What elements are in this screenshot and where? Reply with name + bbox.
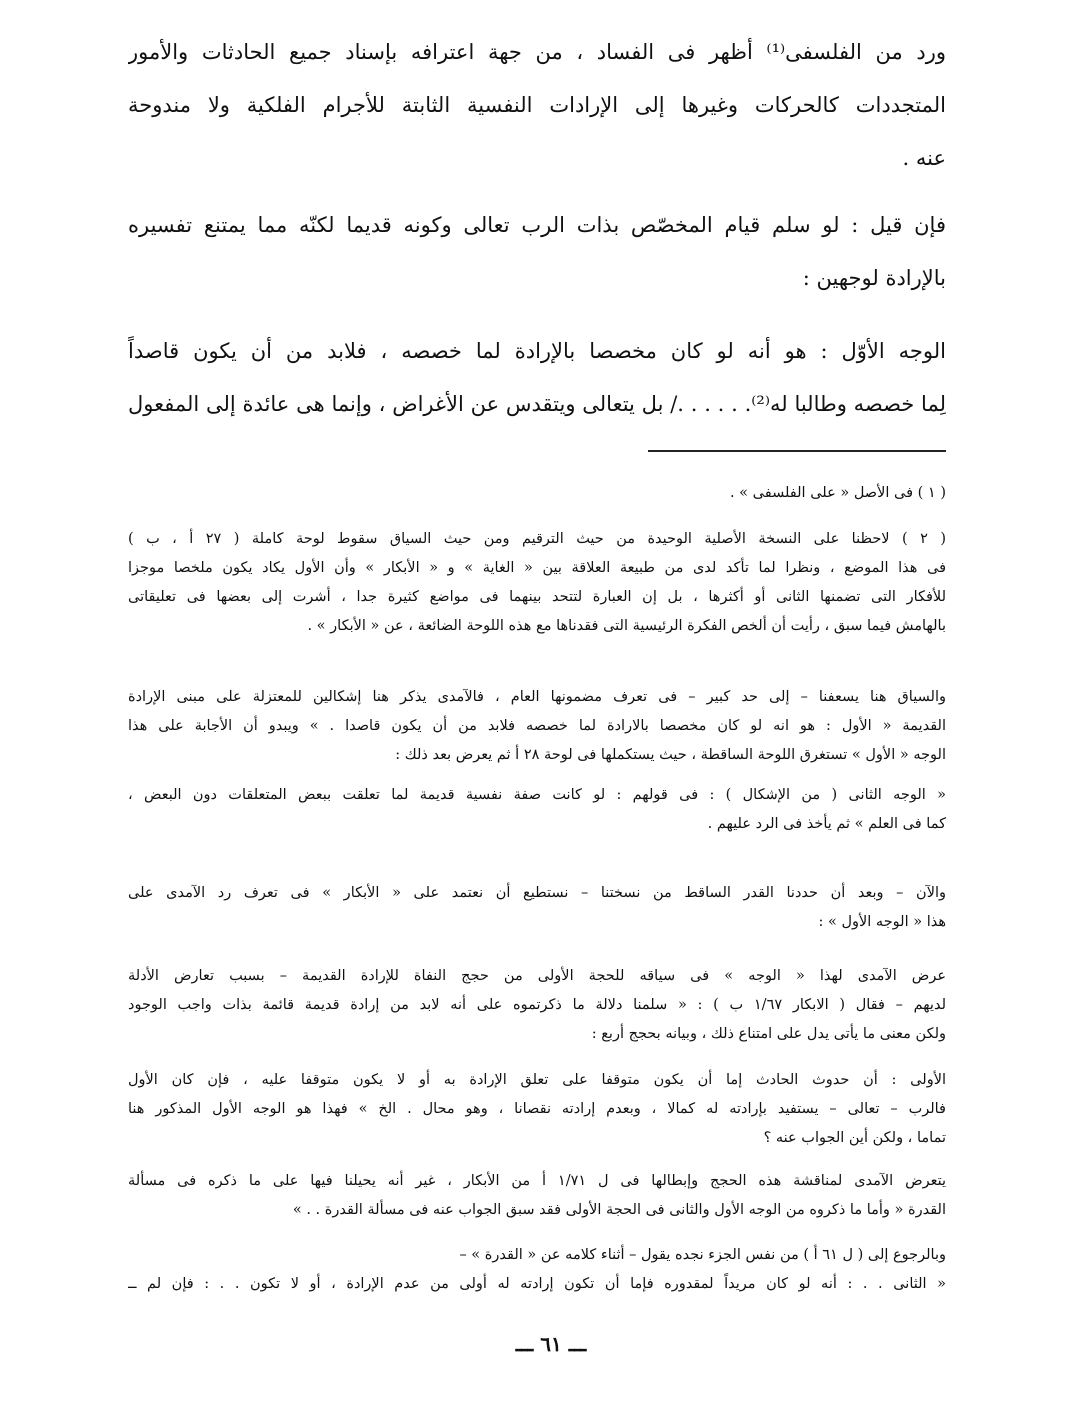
footnote-line: هذا « الوجه الأول » : [818,914,946,930]
text-line: عنه . [902,146,946,170]
footnote-2 [128,525,946,641]
footnote-line: الأولى : أن حدوث الحادث إما أن يكون متوقفا على تعلق الإرادة به أو لا يكون متوقفا عليه ، فإن كان الأول [128,1072,946,1088]
footnote-divider [648,450,946,452]
main-paragraph-1 [128,26,946,185]
footnote-line: فالرب – تعالى – يستفيد بإرادته له كمالا ، وبعدم إرادته نقصانا ، وهو محال . الخ » فهذا هو الوجه الأول المذكور هنا [128,1101,946,1117]
footnote-line: والسياق هنا يسعفنا – إلى حد كبير – فى تعرف مضمونها العام ، فالآمدى يذكر هنا إشكالين للمعتزلة على مبنى الإرادة [128,689,946,705]
footnote-line: كما فى العلم » ثم يأخذ فى الرد عليهم . [707,816,946,832]
footnote-line: وبالرجوع إلى ( ل ٦١ أ ) من نفس الجزء نجده يقول – أثناء كلامه عن « القدرة » – [459,1247,946,1263]
footnote-line: والآن – وبعد أن حددنا القدر الساقط من نسختنا – نستطيع أن نعتمد على « الأبكار » فى تعرف رد الآمدى على [128,885,946,901]
footnote-line: عرض الآمدى لهذا « الوجه » فى سياقه للحجة الأولى من حجج النفاة للإرادة القديمة – بسبب تعارض الأدلة [128,968,946,984]
footnote-paragraph-5 [128,879,946,937]
text-line: المتجددات كالحركات وغيرها إلى الإرادات النفسية الثابتة للأجرام الفلكية ولا مندوحة [128,93,946,117]
footnote-line: ( ١ ) فى الأصل « على الفلسفى » . [729,485,946,501]
footnote-paragraph-6 [128,962,946,1049]
footnote-paragraph-4 [128,781,946,839]
footnote-paragraph-9 [128,1241,946,1299]
footnote-line: « الثانى . . : أنه لو كان مريداً لمقدوره فإما أن تكون إرادته له أولى من عدم الإرادة ، أو لا تكون . . : فإن لم ــ [128,1276,946,1292]
footnote-line: لديهم – فقال ( الابكار ١/٦٧ ب ) : « سلمنا دلالة ما ذكرتموه على أنه لابد من إرادة قديمة قائمة بذات واجب الوجود [128,997,946,1013]
footnote-line: تماما ، ولكن أين الجواب عنه ؟ [763,1130,946,1146]
main-paragraph-2 [128,199,946,305]
footnote-line: « الوجه الثانى ( من الإشكال ) : فى قولهم : لو كانت صفة نفسية قديمة لما تعلقت ببعض المتعلقات دون البعض ، [128,787,946,803]
footnote-line: القديمة « الأول : هو انه لو كان مخصصا بالارادة لما خصصه فلابد من أن يكون قاصدا . » ويبدو أن الأجابة على هذا [128,718,946,734]
main-paragraph-3 [128,325,946,431]
text-line: لِما خصصه وطالبا له⁽²⁾. . . . . ./ بل يتعالى ويتقدس عن الأغراض ، وإنما هى عائدة إلى المفعول [128,392,946,416]
footnote-line: ولكن معنى ما يأتى يدل على امتناع ذلك ، وبيانه بحجج أربع : [591,1026,946,1042]
footnote-1 [128,479,946,508]
footnote-paragraph-8 [128,1167,946,1225]
footnote-line: الوجه « الأول » تستغرق اللوحة الساقطة ، حيث يستكملها فى لوحة ٢٨ أ ثم يعرض بعد ذلك : [395,747,946,763]
footnote-paragraph-7 [128,1066,946,1153]
footnote-line: فى هذا الموضع ، ونظرا لما تأكد لدى من طبيعة العلاقة بين « الغاية » و « الأبكار » وأن الأول يكاد يكون ملخصا موجزا [128,560,946,576]
footnote-line: القدرة « وأما ما ذكروه من الوجه الأول والثانى فى الحجة الأولى فقد سبق الجواب عنه فى مسألة القدرة . . » [292,1202,946,1218]
footnote-line: للأفكار التى تضمنها الثانى أو أكثرها ، بل إن العبارة لتتحد بينهما فى مواضع كثيرة جدا ، أشرت إلى بعضها فى تعليقاتى [128,589,946,605]
footnote-line: يتعرض الآمدى لمناقشة هذه الحجج وإبطالها فى ل ١/٧١ أ من الأبكار ، غير أنه يحيلنا فيها على ما ذكره فى مسألة [128,1173,946,1189]
footnote-paragraph-3 [128,683,946,770]
page-number: ـــ ٦١ ـــ [515,1332,587,1356]
text-line: بالإرادة لوجهين : [802,266,946,290]
footnote-line: ( ٢ ) لاحظنا على النسخة الأصلية الوحيدة من حيث الترقيم ومن حيث السياق سقوط لوحة كاملة ( ٢٧ أ ، ب ) [128,531,946,547]
text-line: ورد من الفلسفى⁽¹⁾ أظهر فى الفساد ، من جهة اعترافه بإسناد جميع الحادثات والأمور [128,40,946,64]
text-line: الوجه الأوّل : هو أنه لو كان مخصصا بالإرادة لما خصصه ، فلابد من أن يكون قاصداً [128,339,946,363]
footnote-line: بالهامش فيما سبق ، رأيت أن ألخص الفكرة الرئيسية التى فقدناها مع هذه اللوحة الضائعة ، عن « الأبكار » . [307,618,946,634]
text-line: فإن قيل : لو سلم قيام المخصّص بذات الرب تعالى وكونه قديما لكنّه مما يمتنع تفسيره [128,213,946,237]
